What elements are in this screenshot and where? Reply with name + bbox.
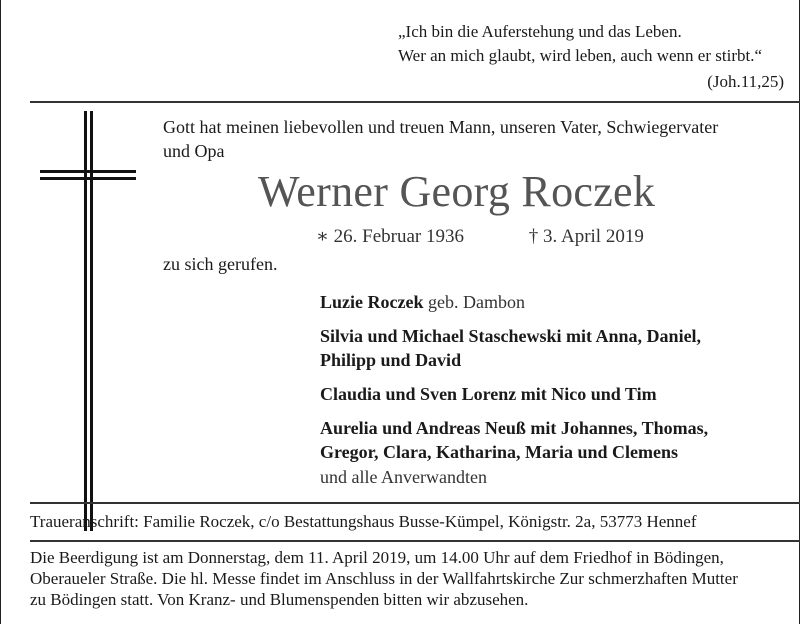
mourning-address: Traueranschrift: Familie Roczek, c/o Bestattungshaus Busse-Kümpel, Königstr. 2a, 53773 Hennef — [30, 512, 697, 531]
divider — [30, 101, 800, 103]
intro-line: Gott hat meinen liebevollen und treuen Mann, unseren Vater, Schwiegervater — [163, 117, 719, 137]
life-dates — [316, 225, 644, 248]
intro-line: und Opa — [163, 141, 225, 161]
bible-quote — [398, 20, 762, 68]
intro-text — [163, 115, 793, 163]
funeral-line: Oberaueler Straße. Die hl. Messe findet im Anschluss in der Wallfahrtskirche Zur schmerzhaften Mutter — [30, 569, 738, 588]
funeral-line: Die Beerdigung ist am Donnerstag, dem 11. April 2019, um 14.00 Uhr auf dem Friedhof in Bödingen, — [30, 548, 724, 567]
quote-line: „Ich bin die Auferstehung und das Leben. — [398, 22, 682, 41]
mourner-suffix: geb. Dambon — [427, 292, 525, 312]
birth-date: ∗ 26. Februar 1936 — [316, 226, 465, 247]
mourner-line: Claudia und Sven Lorenz mit Nico und Tim — [320, 384, 657, 404]
mourner-line: Gregor, Clara, Katharina, Maria und Clemens — [320, 442, 678, 462]
other-relatives: und alle Anverwandten — [320, 467, 487, 487]
deceased-name: Werner Georg Roczek — [258, 167, 656, 216]
called-text: zu sich gerufen. — [163, 254, 278, 274]
quote-reference: (Joh.11,25) — [707, 72, 784, 91]
mourner-entry — [320, 324, 790, 372]
mourner-line: Philipp und David — [320, 350, 462, 370]
mourner-entry — [320, 416, 790, 464]
death-date: † 3. April 2019 — [528, 226, 644, 247]
divider — [30, 502, 800, 504]
funeral-info — [30, 547, 795, 610]
mourner-line: Aurelia und Andreas Neuß mit Johannes, Thomas, — [320, 418, 709, 438]
mourner-entry — [320, 290, 790, 314]
funeral-line: zu Bödingen statt. Von Kranz- und Blumenspenden bitten wir abzusehen. — [30, 590, 529, 609]
cross-icon — [40, 111, 136, 531]
quote-line: Wer an mich glaubt, wird leben, auch wenn er stirbt.“ — [398, 46, 763, 65]
mourners-list — [320, 290, 790, 474]
mourner-entry — [320, 382, 790, 406]
divider — [30, 540, 800, 542]
mourner-line: Silvia und Michael Staschewski mit Anna, Daniel, — [320, 326, 702, 346]
mourner-name: Luzie Roczek — [320, 292, 424, 312]
